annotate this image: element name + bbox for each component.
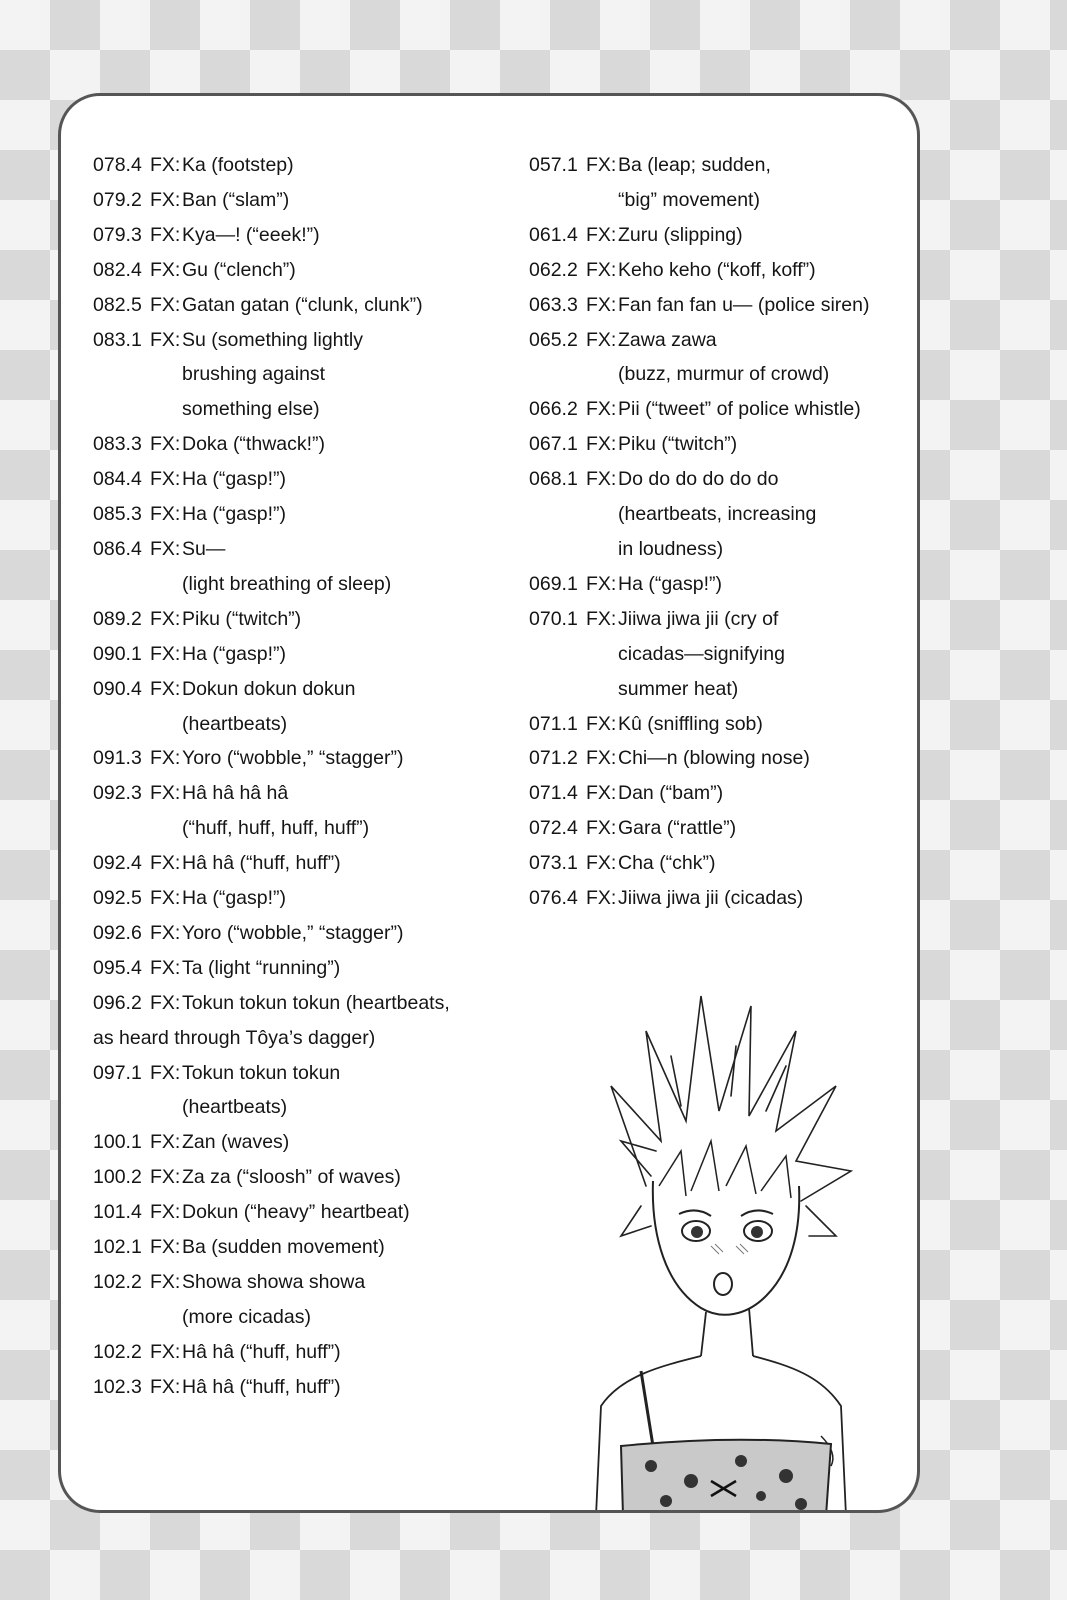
fx-translation: Gara (“rattle”) <box>618 817 737 840</box>
page-panel-number: 065.2 <box>529 328 578 351</box>
fx-label: FX: <box>150 1166 181 1189</box>
fx-entry <box>529 602 919 707</box>
fx-label: FX: <box>150 921 181 944</box>
fx-label: FX: <box>586 433 617 456</box>
fx-entry <box>529 462 919 567</box>
fx-translation: Pii (“tweet” of police whistle) <box>618 398 861 421</box>
fx-entry <box>93 323 523 428</box>
fx-label: FX: <box>150 852 181 875</box>
fx-label: FX: <box>150 642 181 665</box>
page-panel-number: 086.4 <box>93 537 142 560</box>
fx-entry <box>529 707 919 742</box>
fx-translation: Dokun (“heavy” heartbeat) <box>182 1201 410 1224</box>
fx-entry <box>93 1125 523 1160</box>
page-panel-number: 070.1 <box>529 607 578 630</box>
fx-entry <box>93 1335 523 1370</box>
fx-entry <box>93 916 523 951</box>
fx-translation: Ta (light “running”) <box>182 956 341 979</box>
fx-label: FX: <box>150 1271 181 1293</box>
fx-entry-group <box>93 986 523 1056</box>
fx-entry <box>93 672 523 742</box>
page-panel-number: 079.2 <box>93 188 142 211</box>
fx-label: FX: <box>150 1061 181 1084</box>
page-panel-number: 069.1 <box>529 572 578 595</box>
fx-translation: Zawa zawa (buzz, murmur of crowd) <box>618 328 830 386</box>
page-panel-number: 068.1 <box>529 468 578 491</box>
page-panel-number: 062.2 <box>529 258 578 281</box>
fx-translation: Gatan gatan (“clunk, clunk”) <box>182 293 423 316</box>
fx-translation: Ba (sudden movement) <box>182 1236 385 1259</box>
fx-translation: Do do do do do do (heartbeats, increasing in loudness) <box>618 468 817 560</box>
fx-label: FX: <box>150 537 181 560</box>
page-panel-number: 092.5 <box>93 887 142 910</box>
fx-translation: Tokun tokun tokun (heartbeats) <box>182 1061 341 1119</box>
fx-entry <box>93 1195 523 1230</box>
fx-label: FX: <box>586 468 617 491</box>
fx-entry <box>93 497 523 532</box>
page-panel-number: 102.2 <box>93 1340 142 1363</box>
fx-translation: Yoro (“wobble,” “stagger”) <box>182 921 404 944</box>
fx-translation: Showa showa showa (more cicadas) <box>182 1271 366 1328</box>
fx-entry <box>93 427 523 462</box>
fx-translation: Ban (“slam”) <box>182 188 290 211</box>
page-panel-number: 082.4 <box>93 258 142 281</box>
fx-translation: Doka (“thwack!”) <box>182 433 326 456</box>
fx-label: FX: <box>586 328 617 351</box>
fx-entry <box>93 218 523 253</box>
fx-label: FX: <box>150 154 181 176</box>
page-panel-number: 095.4 <box>93 956 142 979</box>
fx-label: FX: <box>150 782 181 805</box>
fx-entry <box>529 741 919 776</box>
page-panel-number: 092.6 <box>93 921 142 944</box>
page-panel-number: 084.4 <box>93 468 142 491</box>
fx-entry <box>93 602 523 637</box>
fx-label: FX: <box>150 223 181 246</box>
fx-label: FX: <box>586 223 617 246</box>
fx-label: FX: <box>586 887 617 910</box>
fx-translation: Ba (leap; sudden, “big” movement) <box>618 154 771 211</box>
fx-translation: Ha (“gasp!”) <box>182 503 287 526</box>
fx-translation: Zuru (slipping) <box>618 223 743 246</box>
fx-entry <box>93 148 523 183</box>
fx-label: FX: <box>150 293 181 316</box>
girl-illustration <box>551 936 891 1513</box>
fx-entry <box>529 392 919 427</box>
page-panel-number: 082.5 <box>93 293 142 316</box>
page-panel-number: 100.1 <box>93 1131 142 1154</box>
fx-entry <box>529 776 919 811</box>
fx-entry <box>529 253 919 288</box>
page-panel-number: 083.1 <box>93 328 142 351</box>
page-panel-number: 073.1 <box>529 852 578 875</box>
fx-entry <box>529 427 919 462</box>
fx-entry <box>529 811 919 846</box>
fx-entry <box>93 881 523 916</box>
page-panel-number: 100.2 <box>93 1166 142 1189</box>
fx-entry <box>93 1056 523 1126</box>
fx-entry <box>529 218 919 253</box>
fx-translation: Za za (“sloosh” of waves) <box>182 1166 401 1189</box>
page-panel-number: 090.4 <box>93 677 142 700</box>
fx-translation: Hâ hâ (“huff, huff”) <box>182 1375 341 1398</box>
fx-entry <box>93 846 523 881</box>
fx-entry <box>529 846 919 881</box>
fx-label: FX: <box>586 712 617 735</box>
fx-label: FX: <box>150 1236 181 1259</box>
fx-label: FX: <box>586 852 617 875</box>
fx-entry <box>93 253 523 288</box>
fx-entry <box>93 1370 523 1405</box>
page-panel-number: 061.4 <box>529 223 578 246</box>
page-panel-number: 089.2 <box>93 607 142 630</box>
fx-label: FX: <box>586 747 617 770</box>
page-panel-number: 090.1 <box>93 642 142 665</box>
fx-translation: Yoro (“wobble,” “stagger”) <box>182 747 404 770</box>
page-panel-number: 076.4 <box>529 887 578 910</box>
fx-label: FX: <box>586 572 617 595</box>
fx-translation: Ha (“gasp!”) <box>182 642 287 665</box>
page-panel-number: 102.3 <box>93 1375 142 1398</box>
fx-translation: Cha (“chk”) <box>618 852 716 875</box>
page-panel-number: 102.1 <box>93 1236 142 1259</box>
fx-translation: Hâ hâ hâ hâ (“huff, huff, huff, huff”) <box>182 782 370 840</box>
fx-label: FX: <box>586 607 617 630</box>
fx-translation: Dan (“bam”) <box>618 782 724 805</box>
page-panel-number: 091.3 <box>93 747 142 770</box>
page-panel-number: 092.4 <box>93 852 142 875</box>
page-panel-number: 067.1 <box>529 433 578 456</box>
fx-translation: Tokun tokun tokun (heartbeats, <box>182 991 450 1014</box>
page-panel-number: 101.4 <box>93 1201 142 1224</box>
fx-translation: Ka (footstep) <box>182 154 294 176</box>
page-panel-number: 072.4 <box>529 817 578 840</box>
fx-translation: Zan (waves) <box>182 1131 290 1154</box>
fx-translation: Kya—! (“eeek!”) <box>182 223 320 246</box>
fx-entry <box>93 951 523 986</box>
fx-translation: Dokun dokun dokun (heartbeats) <box>182 677 356 735</box>
fx-translation: Ha (“gasp!”) <box>182 887 287 910</box>
fx-label: FX: <box>150 887 181 910</box>
fx-translation: Jiiwa jiwa jii (cry of cicadas—signifying summer heat) <box>618 607 785 700</box>
fx-translation: Kû (sniffling sob) <box>618 712 763 735</box>
fx-label: FX: <box>586 293 617 316</box>
fx-translation: Ha (“gasp!”) <box>182 468 287 491</box>
fx-translation: Keho keho (“koff, koff”) <box>618 258 816 281</box>
fx-label: FX: <box>150 1340 181 1363</box>
page-panel-number: 057.1 <box>529 154 578 176</box>
page-panel-number: 071.1 <box>529 712 578 735</box>
fx-label: FX: <box>586 258 617 281</box>
page-panel-number: 078.4 <box>93 154 142 176</box>
fx-translation-continued: as heard through Tôya’s dagger) <box>93 1026 376 1049</box>
fx-label: FX: <box>150 1131 181 1154</box>
page-panel-number: 102.2 <box>93 1271 142 1293</box>
page-panel-number: 097.1 <box>93 1061 142 1084</box>
page-panel-number: 096.2 <box>93 991 142 1014</box>
fx-entry <box>93 1160 523 1195</box>
fx-label: FX: <box>586 154 617 176</box>
fx-label: FX: <box>150 956 181 979</box>
fx-entry <box>93 462 523 497</box>
fx-translation: Gu (“clench”) <box>182 258 296 281</box>
fx-label: FX: <box>150 607 181 630</box>
fx-label: FX: <box>586 398 617 421</box>
page-panel-number: 079.3 <box>93 223 142 246</box>
fx-label: FX: <box>150 433 181 456</box>
page-panel-number: 092.3 <box>93 782 142 805</box>
fx-translation: Jiiwa jiwa jii (cicadas) <box>618 887 804 910</box>
fx-label: FX: <box>150 1375 181 1398</box>
fx-entry <box>93 1230 523 1265</box>
fx-label: FX: <box>586 817 617 840</box>
fx-translation: Piku (“twitch”) <box>182 607 302 630</box>
fx-label: FX: <box>150 1201 181 1224</box>
fx-entry <box>529 148 919 218</box>
fx-label: FX: <box>150 503 181 526</box>
page-panel-number: 085.3 <box>93 503 142 526</box>
fx-entry <box>93 532 523 602</box>
fx-translation: Hâ hâ (“huff, huff”) <box>182 852 341 875</box>
fx-translation: Su (something lightly brushing against something else) <box>182 328 364 421</box>
page-panel-number: 066.2 <box>529 398 578 421</box>
fx-translation: Hâ hâ (“huff, huff”) <box>182 1340 341 1363</box>
fx-translation: Chi—n (blowing nose) <box>618 747 810 770</box>
fx-entry <box>93 183 523 218</box>
fx-label: FX: <box>150 188 181 211</box>
fx-translation: Ha (“gasp!”) <box>618 572 723 595</box>
page-panel-number: 071.2 <box>529 747 578 770</box>
fx-entry <box>529 567 919 602</box>
fx-label: FX: <box>150 991 181 1014</box>
fx-entry <box>93 288 523 323</box>
fx-entry <box>93 637 523 672</box>
fx-label: FX: <box>586 782 617 805</box>
fx-entry <box>529 288 919 323</box>
fx-translation: Piku (“twitch”) <box>618 433 738 456</box>
fx-entry <box>93 986 523 1021</box>
fx-entry <box>93 776 523 846</box>
fx-label: FX: <box>150 468 181 491</box>
glossary-panel <box>58 93 920 1513</box>
fx-label: FX: <box>150 258 181 281</box>
fx-label: FX: <box>150 677 181 700</box>
fx-entry <box>529 881 919 916</box>
fx-translation: Su— (light breathing of sleep) <box>182 537 392 595</box>
right-column <box>529 148 919 916</box>
fx-entry <box>529 323 919 393</box>
left-column <box>93 148 523 1405</box>
page-panel-number: 063.3 <box>529 293 578 316</box>
fx-entry <box>93 1265 523 1335</box>
fx-label: FX: <box>150 747 181 770</box>
page-panel-number: 071.4 <box>529 782 578 805</box>
fx-label: FX: <box>150 328 181 351</box>
fx-translation: Fan fan fan u— (police siren) <box>618 293 870 316</box>
fx-entry <box>93 741 523 776</box>
page-panel-number: 083.3 <box>93 433 142 456</box>
